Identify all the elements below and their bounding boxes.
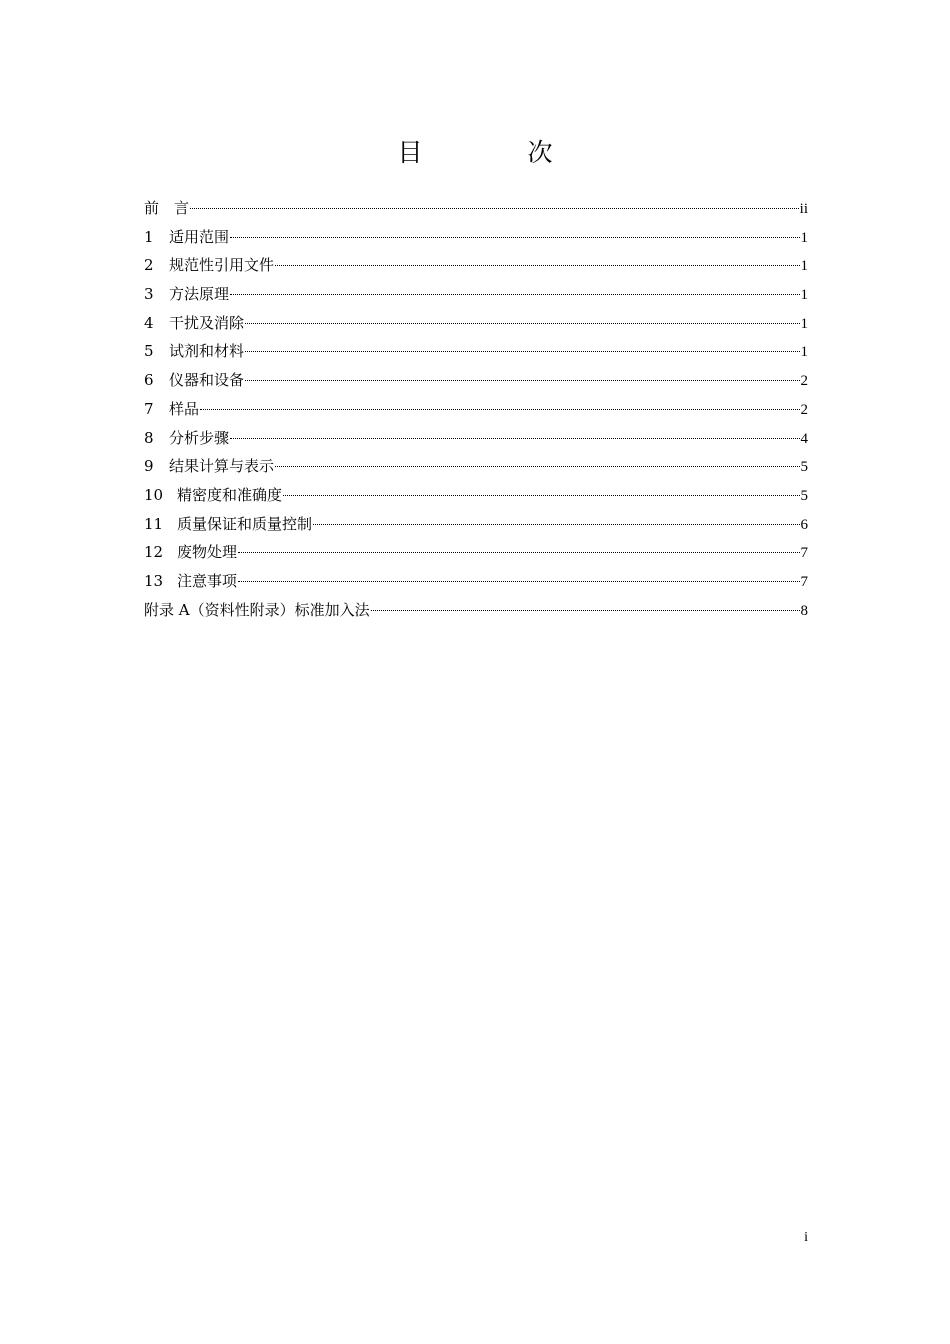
toc-leader-dots: [230, 294, 799, 295]
toc-entry-label: 干扰及消除: [169, 313, 245, 332]
toc-leader-dots: [283, 495, 799, 496]
toc-entry-page: 4: [800, 430, 808, 447]
toc-entry-11[interactable]: [144, 510, 808, 539]
toc-entry-1[interactable]: [144, 223, 808, 252]
page-number: i: [804, 1230, 808, 1245]
toc-entry-2[interactable]: [144, 251, 808, 280]
toc-entry-page: 6: [800, 516, 808, 533]
toc-entry-label: 适用范围: [169, 227, 230, 246]
toc-entry-number: 12: [144, 543, 164, 562]
toc-entry-page: 7: [800, 573, 808, 590]
toc-entry-label: 注意事项: [177, 571, 238, 590]
toc-entry-number: 4: [144, 313, 154, 332]
toc-entry-page: 5: [800, 487, 808, 504]
toc-entry-number: 6: [144, 371, 154, 390]
toc-entry-page: 1: [800, 258, 808, 275]
toc-entry-label: 规范性引用文件: [169, 256, 275, 275]
toc-entry-number: 7: [144, 399, 154, 418]
toc-entry-foreword[interactable]: [144, 194, 808, 223]
toc-entry-number: 10: [144, 485, 164, 504]
toc-entry-number: 5: [144, 342, 154, 361]
toc-entry-page: 5: [800, 459, 808, 476]
toc-entry-number: 9: [144, 457, 154, 476]
toc-entry-10[interactable]: [144, 481, 808, 510]
toc-entry-label: 样品: [169, 399, 200, 418]
toc-entry-number: 1: [144, 227, 154, 246]
toc-entry-appendix-a[interactable]: [144, 596, 808, 625]
toc-entry-page: 2: [800, 401, 808, 418]
toc-leader-dots: [313, 524, 799, 525]
toc-entry-12[interactable]: [144, 538, 808, 567]
toc-entry-page: ii: [799, 201, 808, 217]
toc-entry-label: 试剂和材料: [169, 342, 245, 361]
toc-entry-13[interactable]: [144, 567, 808, 596]
toc-entry-label: 仪器和设备: [169, 371, 245, 390]
toc-entry-7[interactable]: [144, 395, 808, 424]
toc-leader-dots: [275, 265, 799, 266]
toc-leader-dots: [230, 438, 799, 439]
toc-entry-9[interactable]: [144, 452, 808, 481]
toc-entry-label: 方法原理: [169, 285, 230, 304]
toc-entry-page: 2: [800, 373, 808, 390]
toc-entry-5[interactable]: [144, 337, 808, 366]
toc-entry-label: 前 言: [144, 199, 190, 217]
toc-leader-dots: [238, 552, 799, 553]
toc-leader-dots: [230, 237, 799, 238]
toc-entry-label: 分析步骤: [169, 428, 230, 447]
toc-entry-number: 2: [144, 256, 154, 275]
toc-leader-dots: [190, 208, 799, 209]
toc-entry-label: 废物处理: [177, 543, 238, 562]
toc-leader-dots: [238, 581, 799, 582]
page-title: 目 次: [397, 138, 593, 167]
toc-leader-dots: [245, 380, 799, 381]
toc-leader-dots: [200, 409, 799, 410]
toc-entry-page: 1: [800, 287, 808, 304]
toc-entry-label: 结果计算与表示: [169, 457, 275, 476]
toc-entry-6[interactable]: [144, 366, 808, 395]
toc-entry-number: 11: [144, 514, 164, 533]
toc-entry-4[interactable]: [144, 309, 808, 338]
table-of-contents: [144, 194, 808, 624]
toc-entry-number: 3: [144, 285, 154, 304]
toc-leader-dots: [275, 466, 799, 467]
toc-entry-label: 附录 A（资料性附录）标准加入法: [144, 600, 370, 619]
toc-entry-page: 1: [800, 315, 808, 332]
toc-entry-page: 8: [800, 602, 808, 619]
toc-leader-dots: [245, 323, 799, 324]
toc-entry-number: 8: [144, 428, 154, 447]
toc-entry-label: 质量保证和质量控制: [177, 514, 313, 533]
toc-leader-dots: [371, 610, 800, 611]
toc-entry-number: 13: [144, 571, 164, 590]
toc-entry-page: 1: [800, 344, 808, 361]
toc-entry-label: 精密度和准确度: [177, 485, 283, 504]
toc-entry-page: 1: [800, 229, 808, 246]
toc-leader-dots: [245, 351, 799, 352]
toc-entry-page: 7: [800, 545, 808, 562]
toc-entry-3[interactable]: [144, 280, 808, 309]
toc-entry-8[interactable]: [144, 424, 808, 453]
